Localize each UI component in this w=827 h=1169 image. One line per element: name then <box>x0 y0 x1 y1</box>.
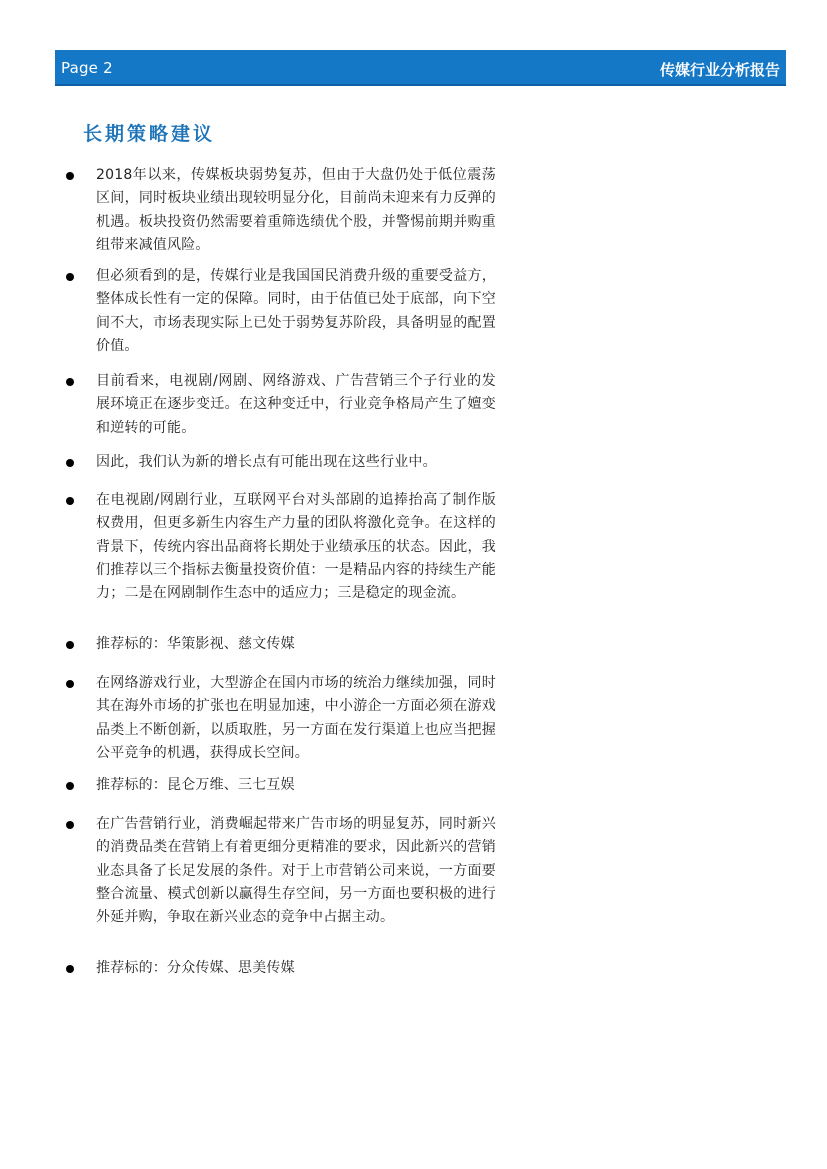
bullet-text: 推荐标的：昆仑万维、三七互娱 <box>96 777 295 793</box>
report-title: 传媒行业分析报告 <box>659 61 780 79</box>
bullet-text: 在电视剧/网剧行业，互联网平台对头部剧的追捧抬高了制作版权费用，但更多新生内容生产力量的团队将激化竞争。在这样的背景下，传统内容出品商将长期处于业绩承压的状态。因此，我们推荐以三个指标去衡量投资价值：一是精品内容的持续生产能力；二是在网剧制作生态中的适应力；三是稳定的现金流。 <box>96 492 496 602</box>
bullet-dot-icon <box>66 497 74 505</box>
bullet-text: 在广告营销行业，消费崛起带来广告市场的明显复苏，同时新兴的消费品类在营销上有着更细分更精准的要求，因此新兴的营销业态具备了长足发展的条件。对于上市营销公司来说，一方面要整合流量、模式创新以赢得生存空间，另一方面也要积极的进行外延并购，争取在新兴业态的竞争中占据主动。 <box>96 816 496 926</box>
bullet-dot-icon <box>66 172 74 180</box>
page-header <box>55 50 786 86</box>
bullet-dot-icon <box>66 821 74 829</box>
bullet-text: 推荐标的：华策影视、慈文传媒 <box>96 636 295 652</box>
bullet-dot-icon <box>66 965 74 973</box>
section-title: 长期策略建议 <box>83 123 216 145</box>
bullet-dot-icon <box>66 378 74 386</box>
bullet-dot-icon <box>66 641 74 649</box>
bullet-text: 2018年以来，传媒板块弱势复苏，但由于大盘仍处于低位震荡区间，同时板块业绩出现较明显分化，目前尚未迎来有力反弹的机遇。板块投资仍然需要着重筛选绩优个股，并警惕前期并购重组带来减值风险。 <box>96 167 496 253</box>
bullet-dot-icon <box>66 273 74 281</box>
bullet-text: 但必须看到的是，传媒行业是我国国民消费升级的重要受益方，整体成长性有一定的保障。同时，由于估值已处于底部，向下空间不大，市场表现实际上已处于弱势复苏阶段，具备明显的配置价值。 <box>96 268 496 354</box>
bullet-text: 推荐标的：分众传媒、思美传媒 <box>96 960 295 976</box>
bullet-dot-icon <box>66 680 74 688</box>
bullet-text: 在网络游戏行业，大型游企在国内市场的统治力继续加强，同时其在海外市场的扩张也在明显加速，中小游企一方面必须在游戏品类上不断创新，以质取胜，另一方面在发行渠道上也应当把握公平竞争的机遇，获得成长空间。 <box>96 675 496 761</box>
page-number: Page 2 <box>61 59 113 77</box>
bullet-text: 目前看来，电视剧/网剧、网络游戏、广告营销三个子行业的发展环境正在逐步变迁。在这种变迁中，行业竞争格局产生了嬗变和逆转的可能。 <box>96 373 496 436</box>
bullet-dot-icon <box>66 782 74 790</box>
bullet-dot-icon <box>66 459 74 467</box>
bullet-text: 因此，我们认为新的增长点有可能出现在这些行业中。 <box>96 454 437 470</box>
